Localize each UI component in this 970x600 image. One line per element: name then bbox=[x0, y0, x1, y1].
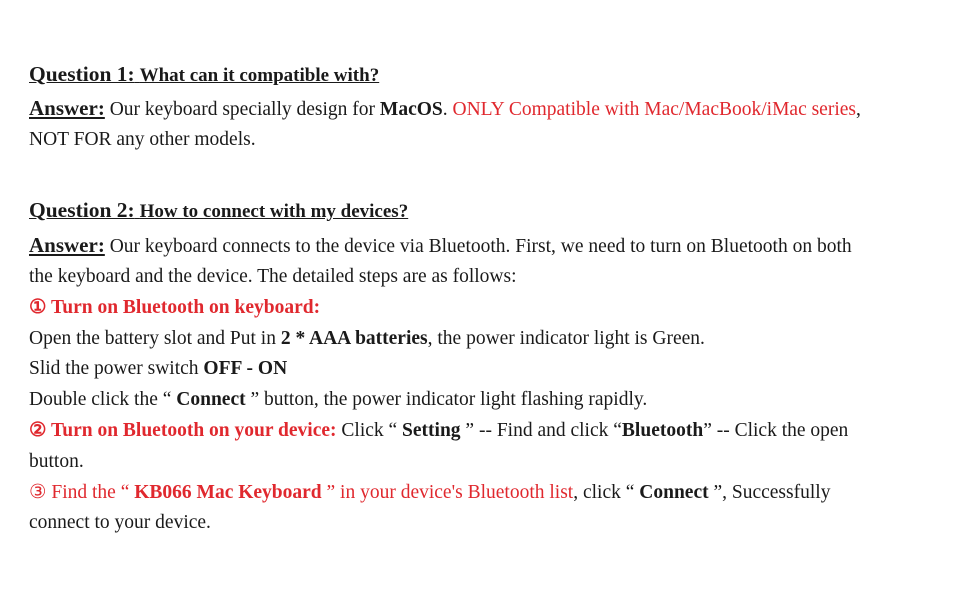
question-1-heading bbox=[29, 62, 379, 88]
step-3-device-name: KB066 Mac Keyboard bbox=[134, 482, 322, 503]
step-1-switch-state: OFF - ON bbox=[203, 358, 288, 379]
step-2-bluetooth: Bluetooth bbox=[621, 420, 704, 441]
step-2-text-b: ” -- Find and click “ bbox=[460, 420, 622, 441]
step-3-red-a: ③ Find the “ bbox=[29, 482, 135, 503]
step-3-text-b: ”, Successfully bbox=[708, 482, 831, 503]
answer-1-text-a: Our keyboard specially design for bbox=[104, 99, 380, 120]
step-1-title: ① Turn on Bluetooth on keyboard: bbox=[29, 297, 321, 318]
step-1-text-b: , the power indicator light is Green. bbox=[427, 328, 705, 349]
step-3-red-b: ” in your device's Bluetooth list bbox=[321, 482, 574, 503]
answer-1-macos: MacOS bbox=[379, 99, 443, 120]
answer-2-line-1 bbox=[29, 233, 852, 259]
answer-2-intro: Our keyboard connects to the device via Bluetooth. First, we need to turn on Bluetooth on both bbox=[104, 236, 852, 257]
step-3-text-a: , click “ bbox=[573, 482, 640, 503]
step-1-text-a: Open the battery slot and Put in bbox=[29, 328, 281, 349]
step-3-connect: Connect bbox=[639, 482, 709, 503]
step-1-connect-text-a: Double click the “ bbox=[29, 389, 177, 410]
answer-1-compat-note: ONLY Compatible with Mac/MacBook/iMac series bbox=[452, 99, 856, 120]
step-3-line-2: connect to your device. bbox=[29, 512, 211, 533]
step-2-line-2: button. bbox=[29, 451, 84, 472]
question-2-heading bbox=[29, 198, 408, 224]
step-1-switch-text: Slid the power switch bbox=[29, 358, 204, 379]
step-1-line-3 bbox=[29, 388, 647, 412]
step-1-connect-text-b: ” button, the power indicator light flashing rapidly. bbox=[245, 389, 648, 410]
step-1-line-1 bbox=[29, 327, 705, 351]
question-2-text: How to connect with my devices? bbox=[139, 201, 409, 222]
step-2-text-a: Click “ bbox=[336, 420, 403, 441]
answer-2-label: Answer: bbox=[29, 233, 105, 257]
question-1-label: Question 1: bbox=[29, 62, 135, 86]
answer-1-line-1 bbox=[29, 96, 861, 122]
question-2-label: Question 2: bbox=[29, 198, 135, 222]
step-1-line-2 bbox=[29, 357, 287, 381]
answer-1-label: Answer: bbox=[29, 96, 105, 120]
step-1-connect-label: Connect bbox=[176, 389, 246, 410]
step-3-line-1 bbox=[29, 481, 830, 505]
question-1-text: What can it compatible with? bbox=[139, 65, 380, 86]
step-1-batteries: 2 * AAA batteries bbox=[280, 328, 428, 349]
step-2-setting: Setting bbox=[402, 420, 461, 441]
step-2-text-c: ” -- Click the open bbox=[703, 420, 849, 441]
step-2-title: ② Turn on Bluetooth on your device: bbox=[29, 420, 337, 441]
step-2-line-1 bbox=[29, 419, 848, 443]
answer-2-line-2: the keyboard and the device. The detailed steps are as follows: bbox=[29, 266, 517, 287]
answer-1-text-b: . bbox=[442, 99, 453, 120]
answer-1-line-2: NOT FOR any other models. bbox=[29, 129, 256, 150]
answer-1-text-c: , bbox=[856, 99, 861, 120]
